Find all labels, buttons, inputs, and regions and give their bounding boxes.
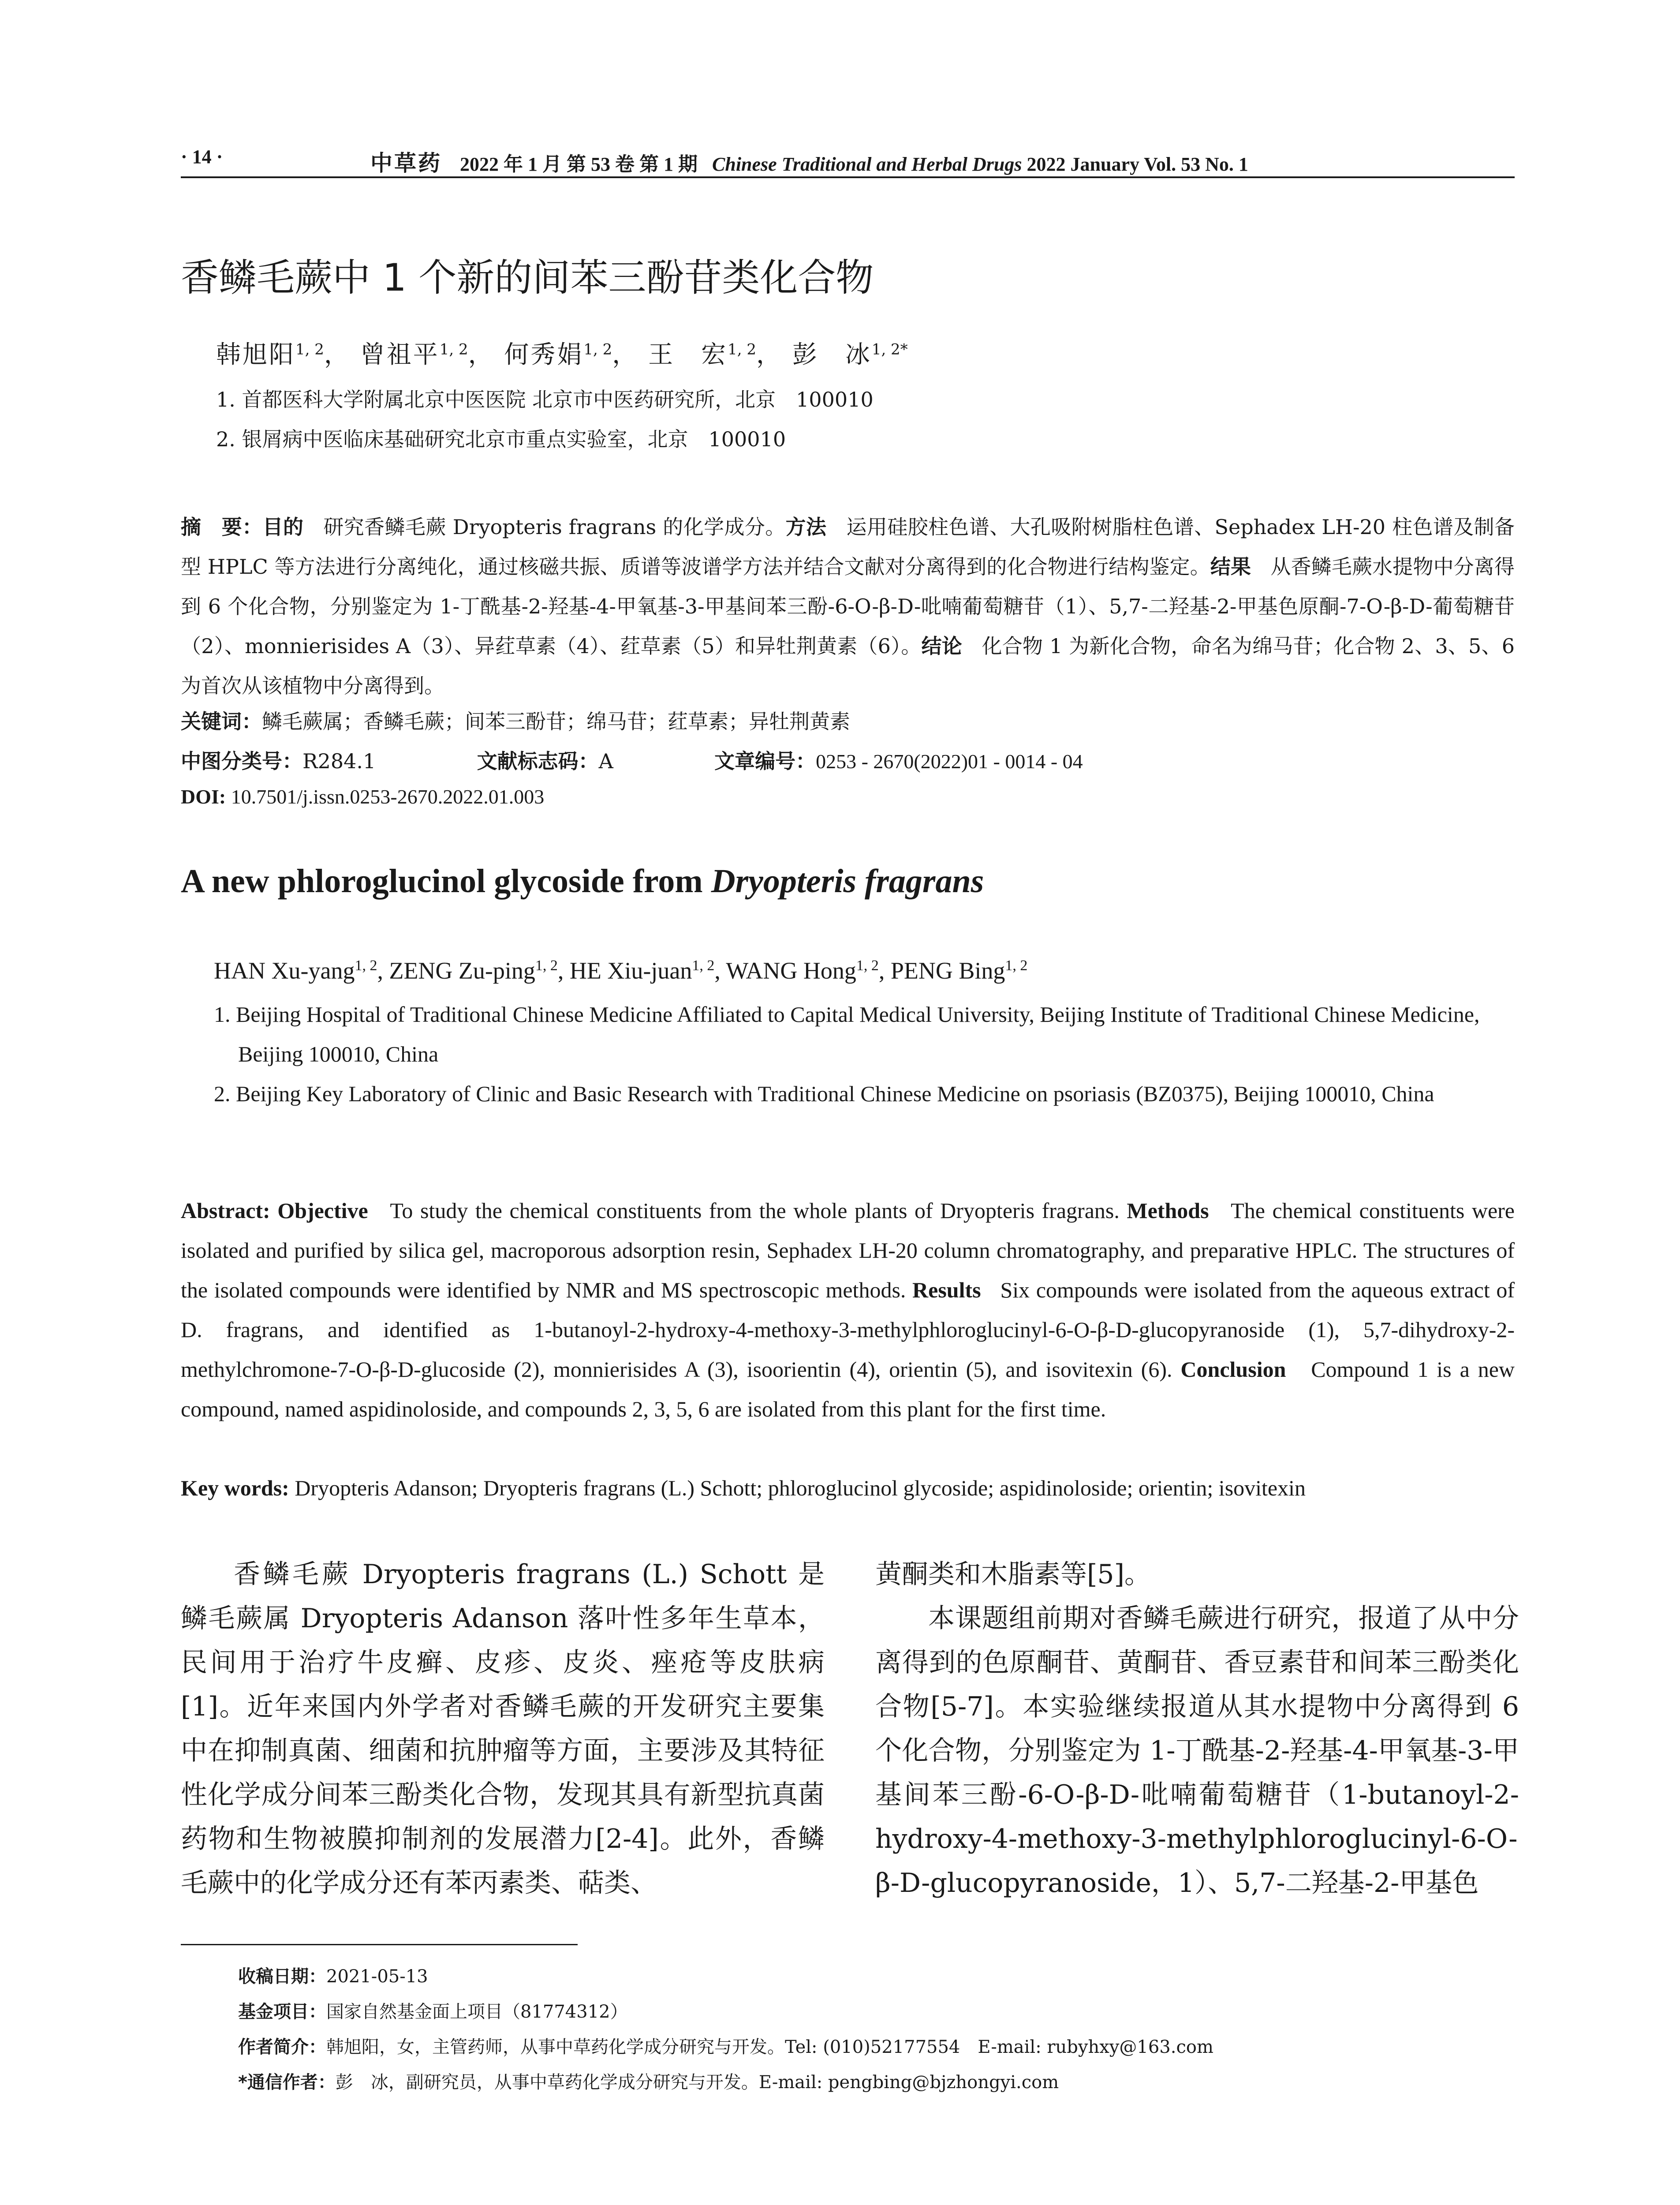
footnote-corresponding: *通信作者：彭 冰，副研究员，从事中草药化学成分研究与开发。E-mail: pengbing@bjzhongyi.com <box>238 2072 1059 2093</box>
doi-line: DOI: 10.7501/j.issn.0253-2670.2022.01.003 <box>181 785 545 808</box>
keywords-en: Key words: Dryopteris Adanson; Dryopteris fragrans (L.) Schott; phloroglucinol glycoside; aspidinoloside; orientin; isovitexin <box>181 1476 1306 1500</box>
author-en: PENG Bing$^{1, 2}$ <box>890 957 1028 984</box>
journal-logo: 中草药 <box>370 150 442 176</box>
footnote-fund: 基金项目：国家自然基金面上项目（81774312） <box>238 2002 628 2022</box>
header-rule <box>181 176 1515 178</box>
body-column-left <box>181 1552 825 1905</box>
title-en: A new phloroglucinol glycoside from Dryopteris fragrans <box>181 863 984 900</box>
results-label: 结果 <box>1210 555 1251 579</box>
body-paragraph: 本课题组前期对香鳞毛蕨进行研究，报道了从中分离得到的色原酮苷、黄酮苷、香豆素苷和间苯三酚类化合物[5-7]。本实验继续报道从其水提物中分离得到 6 个化合物，分别鉴定为 1-丁酰基-2-羟基-4-甲氧基-3-甲基间苯三酚-6-O-β-D-吡喃葡萄糖苷（1-butanoyl-2-hydroxy-4-methoxy-3-methylphloroglucinyl-6-O-β-D-glucopyranoside，1）、5,7-二羟基-2-甲基色 <box>875 1603 1519 1899</box>
authors-cn <box>216 335 908 370</box>
issue-en: 2022 January Vol. 53 No. 1 <box>1027 153 1248 175</box>
author-en: WANG Hong$^{1, 2}$, <box>726 957 891 984</box>
footnote-rule <box>181 1944 578 1945</box>
affiliations-en <box>214 994 1515 1114</box>
running-header <box>181 146 1515 176</box>
author-en: ZENG Zu-ping$^{1, 2}$, <box>389 957 570 984</box>
author-cn: 王 宏$^{1, 2}$， <box>648 340 783 369</box>
author-cn: 曾祖平$^{1, 2}$， <box>360 340 495 369</box>
authors-en <box>214 957 1027 984</box>
affiliation-en-1: 1. Beijing Hospital of Traditional Chinese Medicine Affiliated to Capital Medical University, Beijing Institute of Traditional Chinese Medicine, Beijing 100010, China <box>214 1002 1480 1066</box>
abstract-cn: 摘 要：目的 研究香鳞毛蕨 Dryopteris fragrans 的化学成分。方法 运用硅胶柱色谱、大孔吸附树脂柱色谱、Sephadex LH-20 柱色谱及制备型 HPLC 等方法进行分离纯化，通过核磁共振、质谱等波谱学方法并结合文献对分离得到的化合物进行结构鉴定。结果 从香鳞毛蕨水提物中分离得到 6 个化合物，分别鉴定为 1-丁酰基-2-羟基-4-甲氧基-3-甲基间苯三酚-6-O-β-D-吡喃葡萄糖苷（1）、5,7-二羟基-2-甲基色原酮-7-O-β-D-葡萄糖苷（2）、monnierisides A（3）、异荭草素（4）、荭草素（5）和异牡荆黄素（6）。结论 化合物 1 为新化合物，命名为绵马苷；化合物 2、3、5、6 为首次从该植物中分离得到。 <box>181 515 1515 698</box>
keywords-cn: 关键词：鳞毛蕨属；香鳞毛蕨；间苯三酚苷；绵马苷；荭草素；异牡荆黄素 <box>181 710 850 733</box>
body-column-right <box>875 1552 1519 1905</box>
affiliation-en-2: 2. Beijing Key Laboratory of Clinic and Basic Research with Traditional Chinese Medicine on psoriasis (BZ0375), Beijing 100010, China <box>214 1081 1434 1106</box>
affiliation-cn-2: 2. 银屑病中医临床基础研究北京市重点实验室，北京 100010 <box>216 427 786 451</box>
affiliation-cn-1: 1. 首都医科大学附属北京中医医院 北京市中医药研究所，北京 100010 <box>216 388 874 411</box>
title-cn: 香鳞毛蕨中 1 个新的间苯三酚苷类化合物 <box>181 256 874 300</box>
author-cn: 韩旭阳$^{1, 2}$， <box>216 340 351 369</box>
body-paragraph: 香鳞毛蕨 Dryopteris fragrans (L.) Schott 是鳞毛蕨属 Dryopteris Adanson 落叶性多年生草本，民间用于治疗牛皮癣、皮疹、皮炎、痤疮等皮肤病[1]。近年来国内外学者对香鳞毛蕨的开发研究主要集中在抑制真菌、细菌和抗肿瘤等方面，主要涉及其特征性化学成分间苯三酚类化合物，发现其具有新型抗真菌药物和生物被膜抑制剂的发展潜力[2-4]。此外，香鳞毛蕨中的化学成分还有苯丙素类、萜类、 <box>181 1559 825 1899</box>
footnote-author: 作者简介：韩旭阳，女，主管药师，从事中草药化学成分研究与开发。Tel: (010)52177554 E-mail: rubyhxy@163.com <box>238 2037 1213 2057</box>
author-en: HAN Xu-yang$^{1, 2}$, <box>214 957 389 984</box>
author-cn: 何秀娟$^{1, 2}$， <box>504 340 639 369</box>
page-number: · 14 · <box>181 146 223 168</box>
abstract-en: Abstract: Objective To study the chemical constituents from the whole plants of Dryopteris fragrans. Methods The chemical constituents were isolated and purified by silica gel, macroporous adsorption resin, Sephadex LH-20 column chromatography, and preparative HPLC. The structures of the isolated compounds were identified by NMR and MS spectroscopic methods. Results Six compounds were isolated from the aqueous extract of D. fragrans, and identified as 1-butanoyl-2-hydroxy-4-methoxy-3-methylphloroglucinyl-6-O-β-D-glucopyranoside (1), 5,7-dihydroxy-2-methylchromone-7-O-β-D-glucoside (2), monnierisides A (3), isoorientin (4), orientin (5), and isovitexin (6). Conclusion Compound 1 is a new compound, named aspidinoloside, and compounds 2, 3, 5, 6 are isolated from this plant for the first time. <box>181 1198 1515 1421</box>
footnote-received: 收稿日期：2021-05-13 <box>238 1966 428 1987</box>
issue-cn: 2022 年 1 月 第 53 卷 第 1 期 <box>460 153 698 175</box>
objective-label: 目的 <box>262 515 304 539</box>
methods-label: 方法 <box>785 515 827 539</box>
body-paragraph: 黄酮类和木脂素等[5]。 <box>875 1559 1151 1590</box>
author-cn: 彭 冰$^{1, 2*}$ <box>792 340 908 369</box>
conclusion-label: 结论 <box>921 634 963 658</box>
journal-name-en: Chinese Traditional and Herbal Drugs <box>712 153 1022 175</box>
author-en: HE Xiu-juan$^{1, 2}$, <box>569 957 726 984</box>
abstract-label: 摘 要： <box>181 515 263 539</box>
classification-line: 中图分类号：R284.1 文献标志码：A 文章编号：0253 - 2670(2022)01 - 0014 - 04 <box>181 749 1083 773</box>
